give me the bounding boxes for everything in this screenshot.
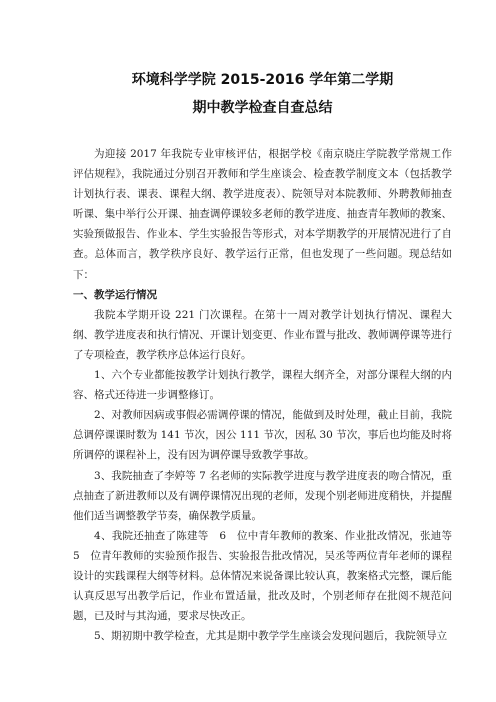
document-title-line1: 环境科学学院 2015-2016 学年第二学期 (131, 72, 394, 88)
section1-heading: 一、教学运行情况 (73, 288, 157, 301)
item-5-paragraph: 5、期初期中教学检查，尤其是期中教学学生座谈会发现问题后，我院领导立 (94, 630, 448, 643)
intro-paragraph: 为迎接 2017 年我院专业审核评估，根据学校《南京晓庄学院教学常规工作评估规程》，我院通过分别召开教师和学生座谈会、检查教学制度文本（包括教学计划执行表、课表、课程大纲、教学进度表）、院领导对本院教师、外聘教师抽查听课、集中举行公开课、抽查调停课较多老师的教学进度、抽查青年教师的教案、实验预做报告、作业本、学生实验报告等形式，对本学期教学的开展情况进行了自查。总体而言，教学秩序良好、教学运行正常，但也发现了一些问题。现总结如下： (73, 148, 452, 281)
item-1-paragraph: 1、六个专业都能按教学计划执行教学，课程大纲齐全，对部分课程大纲的内容、格式还待进一步调整修订。 (73, 369, 452, 402)
section1-intro-paragraph: 我院本学期开设 221 门次课程。在第十一周对教学计划执行情况、课程大纲、教学进度表和执行情况、开课计划变更、作业布置与批改、教师调停课等进行了专项检查，教学秩序总体运行良好。 (73, 308, 452, 361)
item-4-paragraph: 4、我院还抽查了陈建等 6 位中青年教师的教案、作业批改情况，张迪等 5 位青年教师的实验预作报告、实验报告批改情况，吴丞等两位青年老师的课程设计的实践课程大纲等材料。总体情况来说备课比较认真，教案格式完整，课后能认真反思写出教学后记，作业布置适量，批改及时，个别老师存在批阅不规范问题，已及时与其沟通，要求尽快改正。 (73, 529, 463, 623)
document-title-line2: 期中教学检查自查总结 (192, 100, 333, 116)
item-3-paragraph: 3、我院抽查了李婷等 7 名老师的实际教学进度与教学进度表的吻合情况，重点抽查了新进教师以及有调停课情况出现的老师，发现个别老师进度稍快，并提醒他们适当调整教学节奏，确保教学质量。 (73, 469, 452, 522)
item-2-paragraph: 2、对教师因病或事假必需调停课的情况，能做到及时处理，截止目前，我院总调停课课时数为 141 节次，因公 111 节次，因私 30 节次，事后也均能及时将所调停的课程补上，没有因为调停课导致教学事故。 (73, 409, 452, 462)
